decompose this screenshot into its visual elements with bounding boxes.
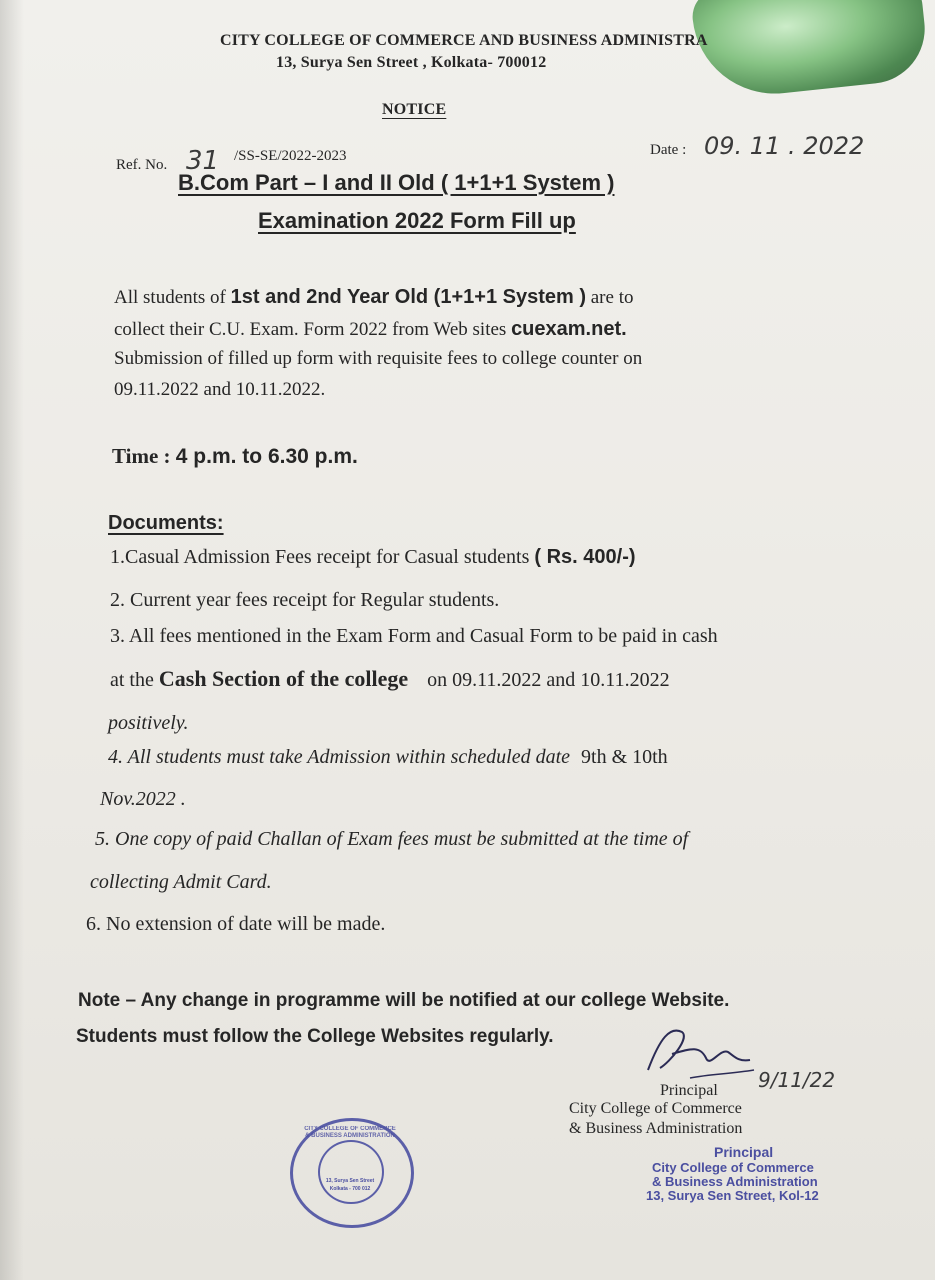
note-line-2: Students must follow the College Websites regularly. [76, 1026, 554, 1047]
seal-center-line-1: 13, Surya Sen Street [325, 1178, 375, 1184]
intro-line-1 [114, 286, 633, 309]
time-label: Time : [112, 444, 171, 468]
doc-item-3-dates: on 09.11.2022 and 10.11.2022 [427, 669, 670, 691]
doc-item-5-line-1: 5. One copy of paid Challan of Exam fees must be submitted at the time of [95, 828, 689, 850]
date-label: Date : [650, 142, 687, 158]
ref-suffix: /SS-SE/2022-2023 [234, 148, 347, 164]
cash-section-bold: Cash Section of the college [158, 666, 409, 691]
title-line-1: B.Com Part – I and II Old ( 1+1+1 System ) [178, 170, 615, 195]
college-name: CITY COLLEGE OF COMMERCE AND BUSINESS ADMINISTRA [220, 32, 708, 49]
signature-role: Principal [660, 1082, 718, 1099]
doc-item-2: 2. Current year fees receipt for Regular students. [110, 589, 500, 611]
doc-item-6: 6. No extension of date will be made. [86, 913, 386, 935]
ref-number: 31 [186, 146, 220, 176]
date-value: 09. 11 . 2022 [704, 132, 865, 160]
casual-fee-amount: ( Rs. 400/-) [534, 546, 636, 568]
seal-center-line-2: Kolkata - 700 012 [329, 1186, 371, 1192]
doc-item-3-line-3: positively. [108, 712, 189, 734]
signature-org-line-1: City College of Commerce [569, 1100, 742, 1117]
college-address: 13, Surya Sen Street , Kolkata- 700012 [276, 54, 547, 71]
doc-item-4-line-1 [108, 746, 668, 769]
doc-item-3-line-1: 3. All fees mentioned in the Exam Form and Casual Form to be paid in cash [110, 625, 718, 647]
intro-line-4: 09.11.2022 and 10.11.2022. [114, 379, 326, 400]
principal-signature [630, 1018, 770, 1088]
glass-paperweight [690, 0, 930, 102]
documents-heading: Documents: [108, 512, 224, 534]
time-row [112, 444, 358, 469]
stamp-line-2: City College of Commerce [652, 1160, 814, 1175]
college-seal-inner [318, 1140, 384, 1204]
signature-date: 9/11/22 [758, 1068, 836, 1092]
seal-ring-text: CITY COLLEGE OF COMMERCE & BUSINESS ADMINISTRATION [304, 1126, 396, 1139]
intro-years-bold: 1st and 2nd Year Old (1+1+1 System ) [230, 286, 586, 308]
doc-item-4-text: 4. All students must take Admission within scheduled date [108, 746, 571, 768]
signature-org-line-2: & Business Administration [569, 1120, 743, 1137]
doc-item-3-line-2 [110, 666, 670, 692]
intro-line-3: Submission of filled up form with requisite fees to college counter on [114, 348, 643, 369]
note-line-1: Note – Any change in programme will be notified at our college Website. [78, 990, 730, 1011]
stamp-line-4: 13, Surya Sen Street, Kol-12 [646, 1188, 819, 1203]
notice-label: NOTICE [382, 101, 447, 118]
intro-collect-text: collect their C.U. Exam. Form 2022 from Web sites [114, 319, 507, 340]
doc-item-3-at: at the [110, 669, 154, 691]
ref-label: Ref. No. [116, 157, 168, 173]
intro-line-2 [114, 318, 627, 341]
title-line-2: Examination 2022 Form Fill up [258, 208, 576, 233]
stamp-line-3: & Business Administration [652, 1174, 818, 1189]
doc-item-4-days: 9th & 10th [581, 746, 668, 768]
intro-text-b: are to [590, 287, 634, 308]
doc-item-4-line-2: Nov.2022 . [100, 788, 186, 810]
doc-item-1 [110, 546, 636, 569]
website-name: cuexam.net. [511, 318, 627, 340]
stamp-principal: Principal [714, 1144, 774, 1160]
doc-item-1-text: 1.Casual Admission Fees receipt for Casual students [110, 546, 530, 568]
intro-text-a: All students of [114, 287, 226, 308]
time-value: 4 p.m. to 6.30 p.m. [175, 445, 358, 468]
doc-item-5-line-2: collecting Admit Card. [90, 871, 272, 893]
